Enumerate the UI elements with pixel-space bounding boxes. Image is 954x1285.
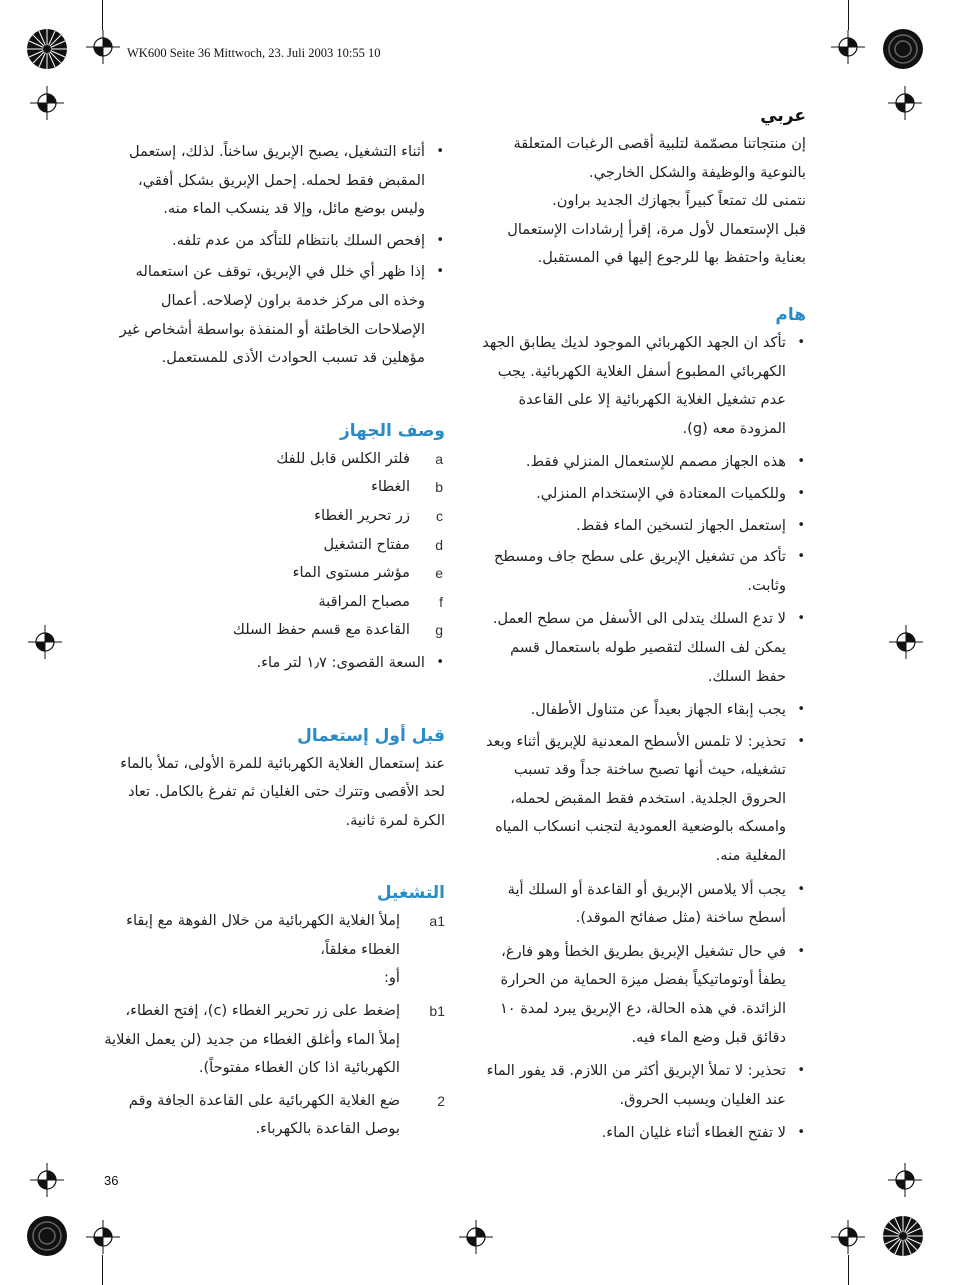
part-label: القاعدة مع قسم حفظ السلك (232, 621, 410, 639)
part-item (102, 473, 445, 502)
list-item: • يجب ألا يلامس الإبريق أو القاعدة أو السلك أية أسطح ساخنة (مثل صفائح الموقد). (478, 876, 806, 933)
important-list (478, 329, 806, 1148)
crop-mark (102, 0, 103, 30)
registration-crosshair-icon (889, 625, 923, 659)
language-title: عربي (760, 106, 806, 126)
list-item: • إستعمل الجهاز لتسخين الماء فقط. (478, 512, 806, 541)
part-letter: f (439, 593, 443, 610)
step-text: أو: (383, 969, 400, 987)
registration-starburst-icon (882, 28, 924, 70)
list-item: • إفحص السلك بانتظام للتأكد من عدم تلفه. (102, 227, 445, 256)
crop-mark (848, 0, 849, 30)
registration-crosshair-icon (459, 1220, 493, 1254)
right-column (478, 102, 806, 1148)
operation-heading: التشغيل (376, 883, 445, 904)
part-label: الغطاء (371, 478, 410, 496)
part-letter: c (436, 507, 443, 524)
registration-starburst-icon (26, 1215, 68, 1257)
list-item: • إذا ظهر أي خلل في الإبريق، توقف عن استعماله وخذه الى مركز خدمة براون لإصلاحه. أعمال الإصلاحات الخاطئة أو المنفذة بواسطة أشخاص غير مؤهلين قد تسبب الحوادث الأذى للمستعمل. (102, 258, 445, 372)
parts-list (102, 445, 445, 645)
list-item: • هذه الجهاز مصمم للإستعمال المنزلي فقط. (478, 448, 806, 477)
part-label: مؤشر مستوى الماء (292, 564, 410, 582)
operation-step (102, 997, 445, 1083)
page-number: 36 (104, 1173, 119, 1188)
part-label: فلتر الكلس قابل للفك (276, 449, 410, 467)
capacity-list (102, 649, 445, 678)
registration-crosshair-icon (86, 1220, 120, 1254)
part-letter: e (435, 565, 443, 582)
description-heading: وصف الجهاز (339, 420, 445, 441)
operation-step (102, 1087, 445, 1144)
capacity-note: • السعة القصوى: ١٫٧ لتر ماء. (102, 649, 445, 678)
registration-crosshair-icon (888, 86, 922, 120)
operation-step (102, 964, 445, 993)
part-item (102, 616, 445, 645)
intro-paragraph: نتمنى لك تمتعاً كبيراً بجهازك الجديد براون. (552, 192, 806, 210)
print-slug-header: WK600 Seite 36 Mittwoch, 23. Juli 2003 10:55 10 (127, 46, 381, 60)
part-letter: d (435, 536, 443, 553)
list-item: • وللكميات المعتادة في الإستخدام المنزلي. (478, 480, 806, 509)
part-label: مصباح المراقبة (318, 592, 410, 610)
step-text: إضغط على زر تحرير الغطاء (c)، إفتح الغطاء، إملأ الماء وأغلق الغطاء من جديد (لن يعمل الغلاية الكهربائية اذا كان الغطاء مفتوحاً). (104, 1002, 400, 1077)
intro-paragraph: إن منتجاتنا مصمّمة لتلبية أقصى الرغبات المتعلقة بالنوعية والوظيفة والشكل الخارجي. (513, 135, 806, 181)
part-item (102, 588, 445, 617)
part-item (102, 559, 445, 588)
registration-crosshair-icon (831, 1220, 865, 1254)
left-column (102, 138, 445, 1144)
registration-crosshair-icon (30, 1163, 64, 1197)
registration-starburst-icon (26, 28, 68, 70)
list-item: • لا تدع السلك يتدلى الى الأسفل من سطح العمل. يمكن لف السلك لتقصير طوله باستعمال قسم حفظ السلك. (478, 605, 806, 691)
first-use-paragraph: عند إستعمال الغلاية الكهربائية للمرة الأولى، تملأ بالماء لحد الأقصى وتترك حتى الغليان ثم تفرغ بالكامل. تعاد الكرة لمرة ثانية. (120, 754, 445, 829)
list-item: • أثناء التشغيل، يصبح الإبريق ساخناً. لذلك، إستعمل المقبض فقط لحمله. إحمل الإبريق بشكل أفقي، وليس بوضع مائل، وإلا قد ينسكب الماء منه. (102, 138, 445, 224)
intro-paragraph: قبل الإستعمال لأول مرة، إقرأ إرشادات الإستعمال بعناية واحتفظ بها للرجوع إليها في المستقبل. (507, 220, 806, 267)
registration-crosshair-icon (28, 625, 62, 659)
step-number: b1 (429, 1003, 445, 1020)
important-heading: هام (775, 304, 806, 325)
list-item: • يجب إبقاء الجهاز بعيداً عن متناول الأطفال. (478, 696, 806, 725)
part-item (102, 445, 445, 474)
operation-step (102, 907, 445, 964)
list-item: • تحذير: لا تلمس الأسطح المعدنية للإبريق أثناء وبعد تشغيله، حيث أنها تصبح ساخنة جداً وقد تسبب الحروق الجلدية. استخدم فقط المقبض لحمله، وامسكه بالوضعية العمودية لتجنب انسكاب المياه المغلية منه. (478, 728, 806, 871)
list-item: • في حال تشغيل الإبريق بطريق الخطأ وهو فارغ، يطفأ أوتوماتيكياً بفضل ميزة الحماية من الحرارة الزائدة. في هذه الحالة، دع الإبريق يبرد لمدة ١٠ دقائق قبل وضع الماء فيه. (478, 938, 806, 1052)
part-item (102, 531, 445, 560)
part-label: مفتاح التشغيل (323, 535, 410, 553)
list-item: • تأكد من تشغيل الإبريق على سطح جاف ومسطح وثابت. (478, 543, 806, 600)
registration-crosshair-icon (86, 30, 120, 64)
list-item: • تحذير: لا تملأ الإبريق أكثر من اللازم. قد يفور الماء عند الغليان ويسبب الحروق. (478, 1057, 806, 1114)
part-letter: b (435, 479, 443, 496)
part-letter: g (435, 622, 443, 639)
list-item: • لا تفتح الغطاء أثناء غليان الماء. (478, 1119, 806, 1148)
crop-mark (848, 1255, 849, 1285)
first-use-heading: قبل أول إستعمال (297, 725, 445, 746)
continued-safety-list (102, 138, 445, 373)
part-letter: a (435, 450, 443, 467)
registration-crosshair-icon (888, 1163, 922, 1197)
step-number: 2 (437, 1092, 445, 1109)
part-item (102, 502, 445, 531)
registration-crosshair-icon (30, 86, 64, 120)
registration-starburst-icon (882, 1215, 924, 1257)
registration-crosshair-icon (831, 30, 865, 64)
step-text: ضع الغلاية الكهربائية على القاعدة الجافة وقم بوصل القاعدة بالكهرباء. (128, 1091, 400, 1138)
step-number: a1 (429, 913, 445, 930)
crop-mark (102, 1255, 103, 1285)
part-label: زر تحرير الغطاء (314, 506, 410, 524)
step-text: إملأ الغلاية الكهربائية من خلال الفوهة مع إبقاء الغطاء مغلقاً، (126, 912, 400, 958)
list-item: • تأكد ان الجهد الكهربائي الموجود لديك يطابق الجهد الكهربائي المطبوع أسفل الغلاية الكهربائية. يجب عدم تشغيل الغلاية الكهربائية إلا على القاعدة المزودة معه (g). (478, 329, 806, 443)
